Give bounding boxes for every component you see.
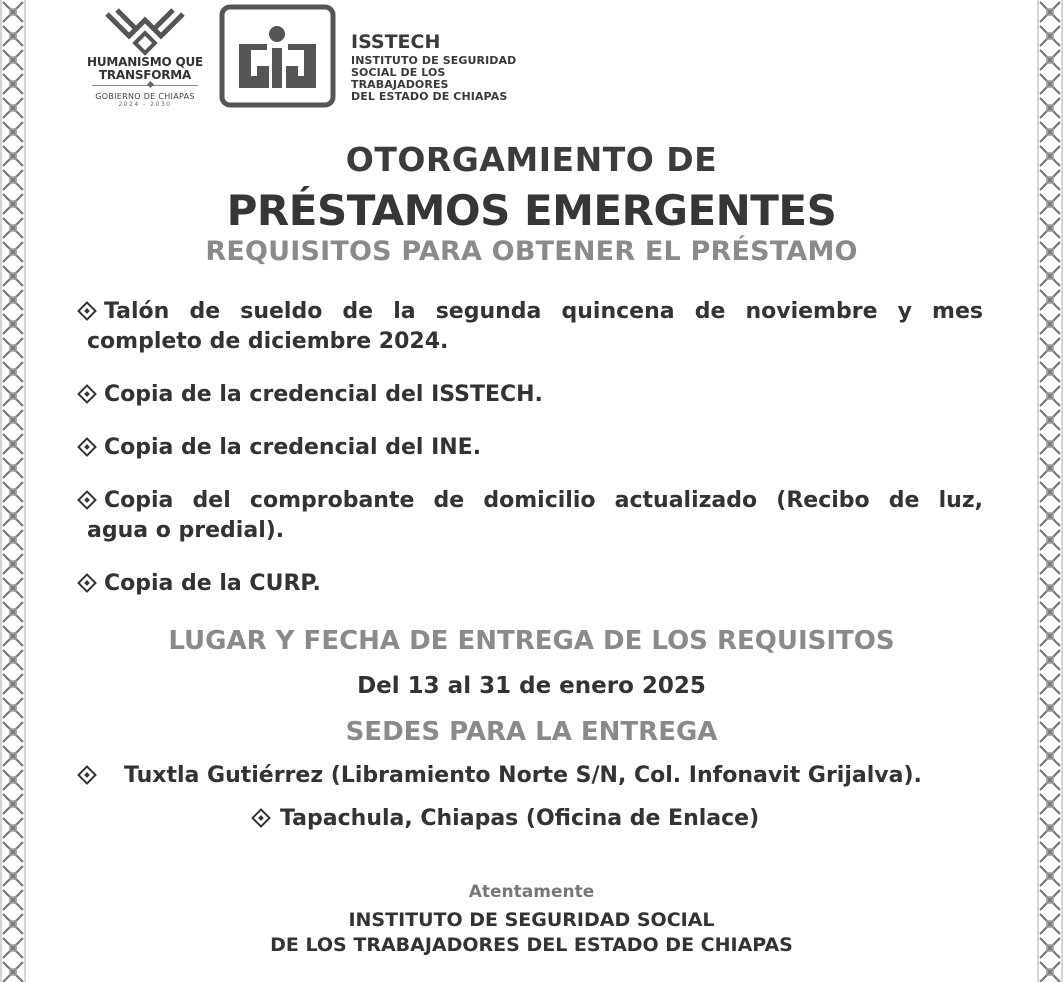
isstech-sub-line3: TRABAJADORES bbox=[351, 78, 449, 91]
diamond-bullet-icon bbox=[77, 437, 97, 457]
requirement-item bbox=[78, 297, 983, 357]
gobierno-chiapas-logo bbox=[84, 6, 206, 112]
isstech-logo-icon bbox=[219, 4, 336, 108]
isstech-wordmark bbox=[351, 32, 516, 103]
sede-item bbox=[78, 763, 922, 788]
requirement-text: Copia de la CURP. bbox=[104, 571, 321, 596]
requirement-item bbox=[78, 569, 983, 599]
isstech-sub-line2: SOCIAL DE LOS bbox=[351, 66, 446, 79]
title-main: PRÉSTAMOS EMERGENTES bbox=[226, 186, 837, 235]
delivery-dates: Del 13 al 31 de enero 2025 bbox=[357, 673, 706, 699]
chiapas-emblem-icon bbox=[95, 6, 195, 56]
isstech-name: ISSTECH bbox=[351, 31, 441, 53]
gov-divider bbox=[92, 85, 198, 86]
diamond-bullet-icon bbox=[77, 490, 97, 510]
atentamente-label: Atentamente bbox=[468, 882, 595, 902]
signature-line1: INSTITUTO DE SEGURIDAD SOCIAL bbox=[348, 909, 715, 931]
gov-slogan-line1: HUMANISMO QUE bbox=[86, 55, 204, 69]
gov-period: 2024 - 2030 bbox=[118, 101, 172, 108]
diamond-bullet-icon bbox=[77, 765, 97, 785]
gov-slogan-line2: TRANSFORMA bbox=[98, 68, 192, 82]
sede-text: Tapachula, Chiapas (Oficina de Enlace) bbox=[280, 806, 760, 831]
diamond-bullet-icon bbox=[77, 384, 97, 404]
requirement-text: Copia de la credencial del ISSTECH. bbox=[104, 382, 543, 407]
requirement-item bbox=[78, 433, 983, 463]
gov-name: GOBIERNO DE CHIAPAS bbox=[95, 92, 195, 101]
requirement-text: Copia de la credencial del INE. bbox=[104, 435, 482, 460]
diamond-bullet-icon bbox=[251, 808, 271, 828]
title-subtitle: REQUISITOS PARA OBTENER EL PRÉSTAMO bbox=[205, 236, 858, 267]
requirement-item bbox=[78, 380, 983, 410]
requirement-text-cont: completo de diciembre 2024. bbox=[87, 329, 449, 354]
sede-item bbox=[252, 806, 759, 831]
diamond-bullet-icon bbox=[77, 301, 97, 321]
signature-line2: DE LOS TRABAJADORES DEL ESTADO DE CHIAPAS bbox=[270, 934, 793, 956]
title-line1: OTORGAMIENTO DE bbox=[345, 140, 718, 179]
sede-text: Tuxtla Gutiérrez (Libramiento Norte S/N, Col. Infonavit Grijalva). bbox=[124, 763, 922, 788]
requirement-text: Copia del comprobante de domicilio actualizado (Recibo de luz, bbox=[104, 488, 983, 513]
requirement-text-cont: agua o predial). bbox=[87, 518, 285, 543]
requirement-item bbox=[78, 486, 983, 546]
delivery-heading: LUGAR Y FECHA DE ENTREGA DE LOS REQUISITOS bbox=[168, 626, 895, 656]
isstech-sub-line4: DEL ESTADO DE CHIAPAS bbox=[351, 90, 508, 103]
isstech-sub-line1: INSTITUTO DE SEGURIDAD bbox=[351, 54, 517, 67]
isstech-fullname bbox=[351, 55, 516, 103]
requirement-text: Talón de sueldo de la segunda quincena de noviembre y mes bbox=[104, 299, 983, 324]
diamond-bullet-icon bbox=[77, 573, 97, 593]
sedes-heading: SEDES PARA LA ENTREGA bbox=[345, 717, 718, 747]
